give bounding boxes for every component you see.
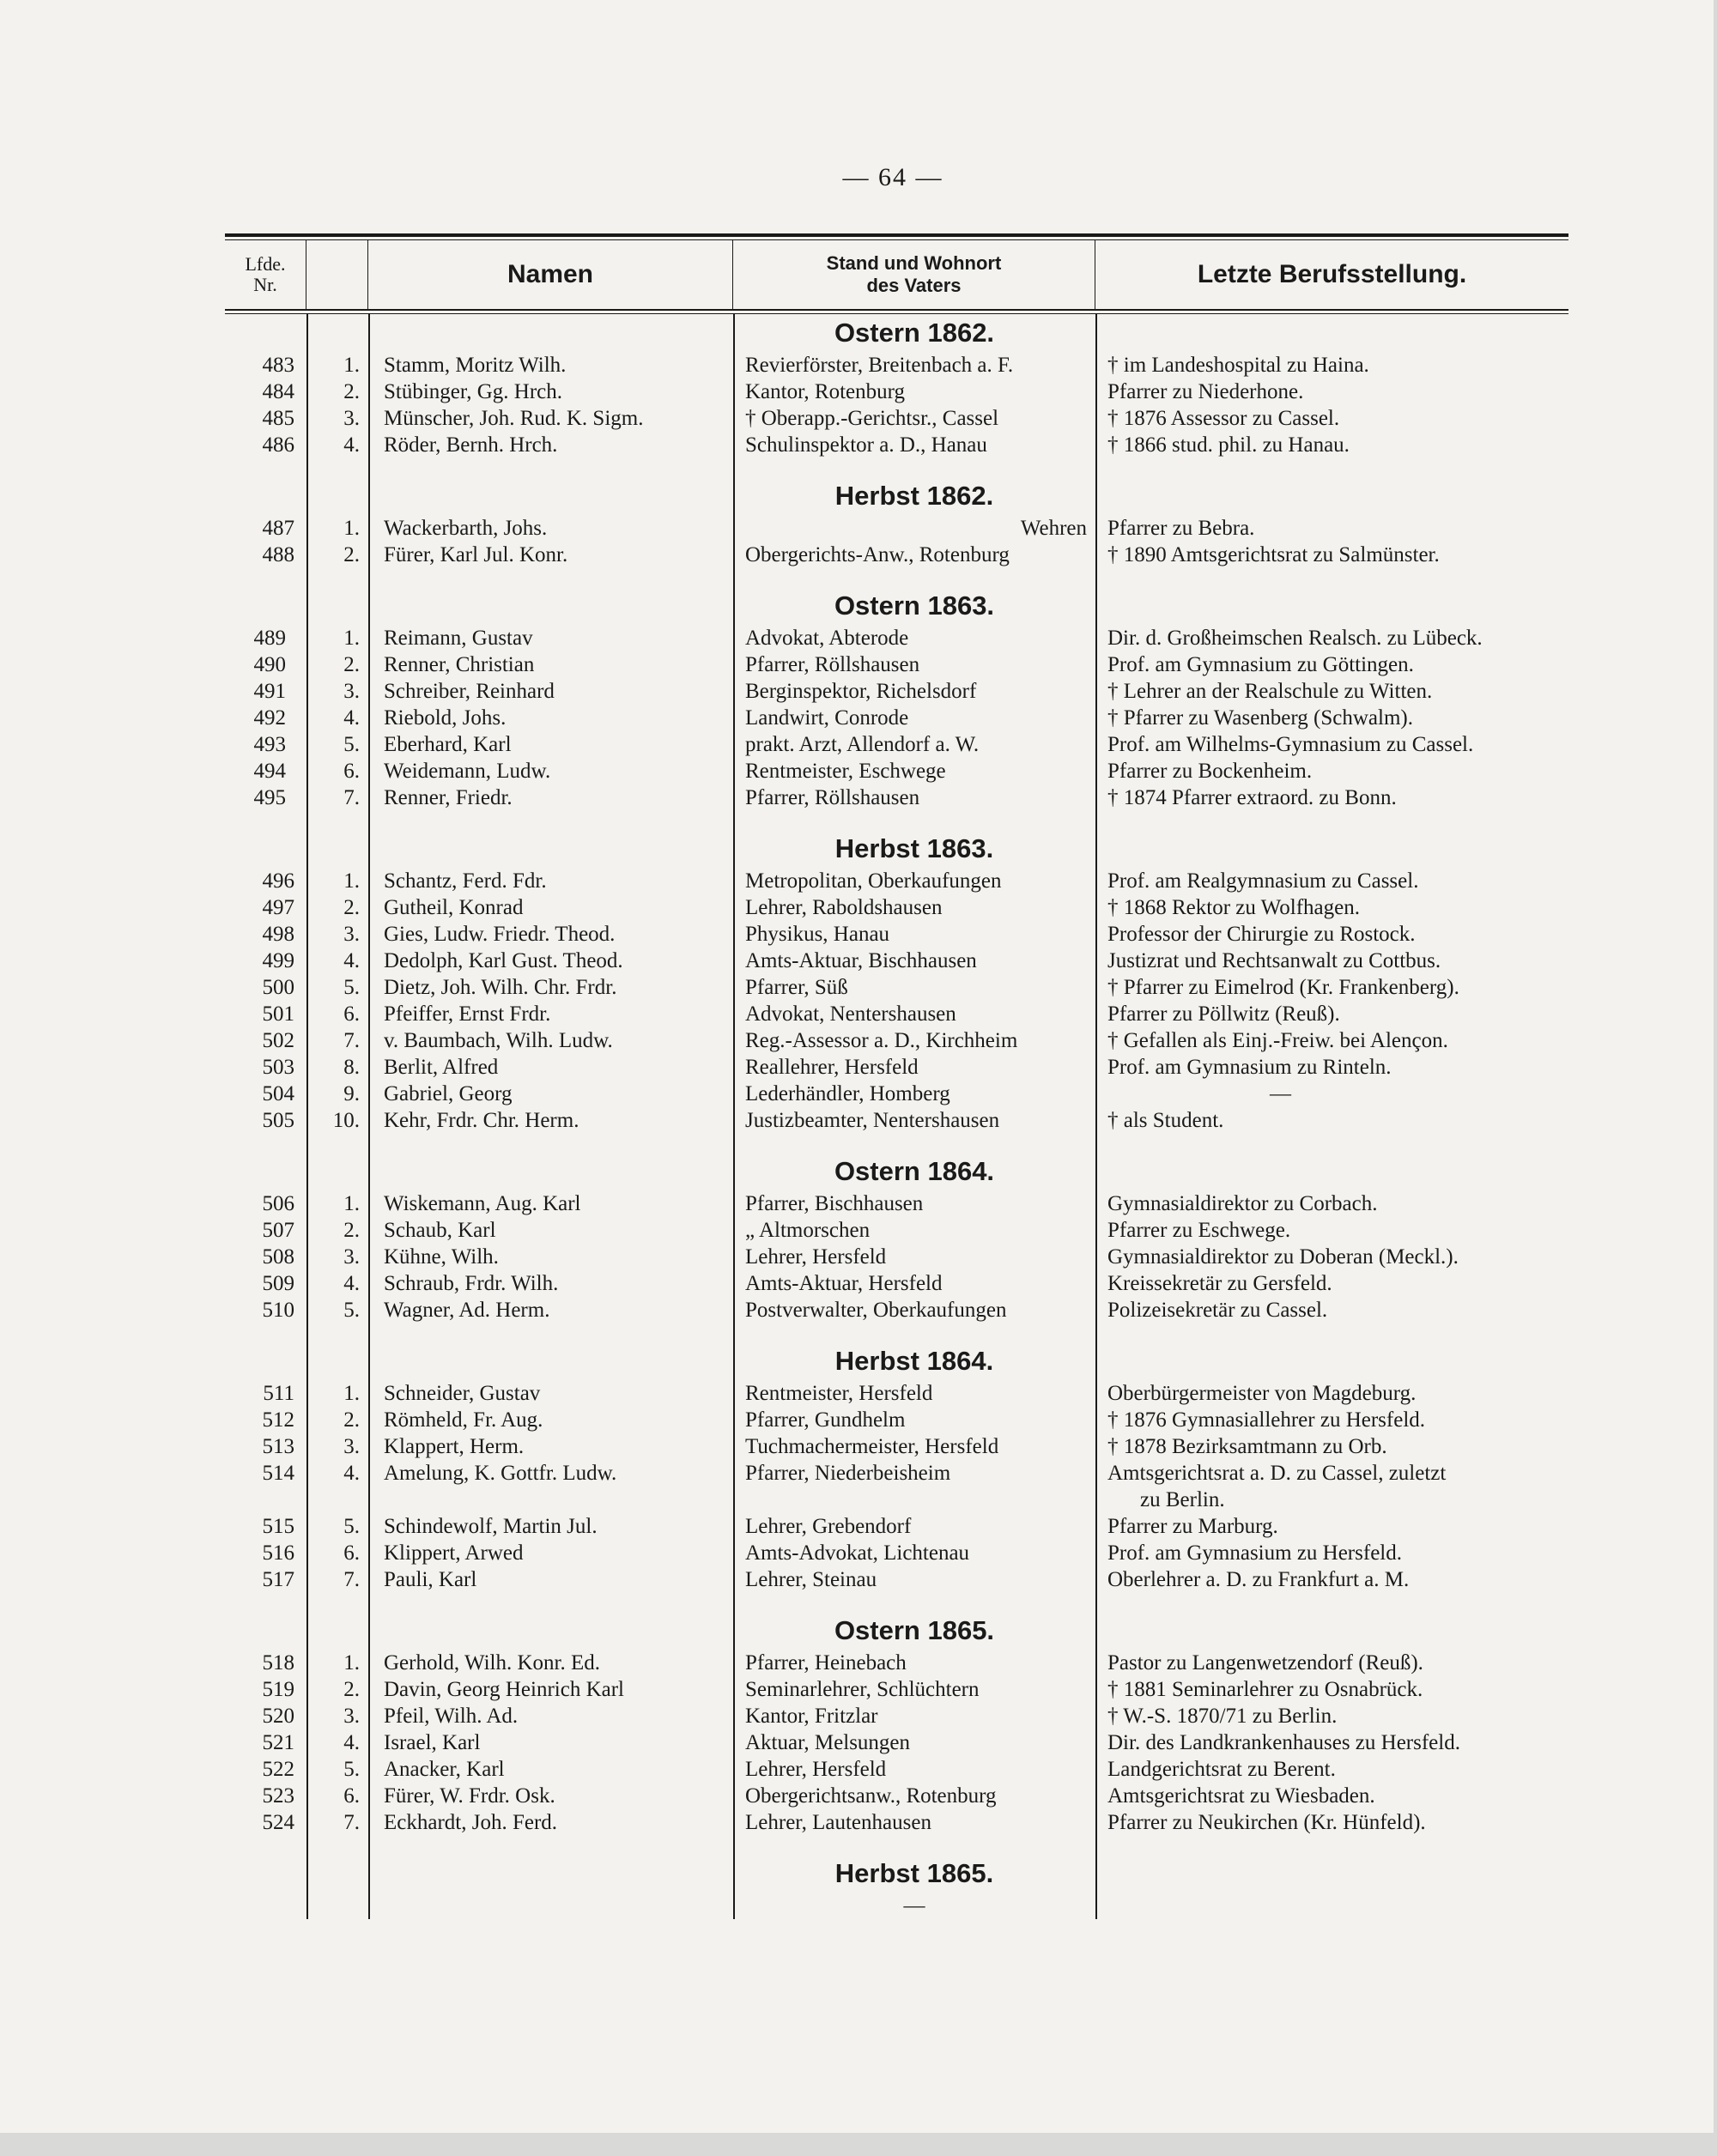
cell-letzte-berufsstellung: † 1881 Seminarlehrer zu Osnabrück. [1107,1678,1423,1701]
cell-letzte-berufsstellung: † 1866 stud. phil. zu Hanau. [1107,433,1350,457]
table-row [225,1676,1568,1703]
cell-letzte-berufsstellung: Dir. des Landkrankenhauses zu Hersfeld. [1107,1731,1460,1754]
cell-name: Schaub, Karl [384,1219,496,1242]
cell-index: 1. [343,517,360,540]
cell-index: 2. [343,1408,360,1432]
cell-letzte-berufsstellung: Polizeisekretär zu Cassel. [1107,1299,1328,1322]
cell-lfde-nr: 501 [262,1002,294,1026]
section-gap [225,458,1568,477]
cell-letzte-berufsstellung: Pfarrer zu Niederhone. [1107,380,1304,403]
table-row [225,758,1568,784]
cell-lfde-nr: 491 [253,680,286,703]
cell-stand-wohnort: Revierförster, Breitenbach a. F. [745,354,1014,377]
cell-letzte-berufsstellung: Prof. am Wilhelms-Gymnasium zu Cassel. [1107,733,1474,756]
section-gap [225,568,1568,587]
cell-index: 7. [343,1568,360,1591]
cell-stand-wohnort: — [903,1894,925,1917]
cell-index: 5. [343,1515,360,1538]
table-row [225,542,1568,568]
cell-letzte-berufsstellung: Professor der Chirurgie zu Rostock. [1107,923,1416,946]
cell-stand-wohnort: Aktuar, Melsungen [745,1731,911,1754]
cell-letzte-berufsstellung: † Pfarrer zu Eimelrod (Kr. Frankenberg). [1107,976,1459,999]
cell-letzte-berufsstellung: Oberbürgermeister von Magdeburg. [1107,1382,1417,1405]
cell-index: 6. [343,1002,360,1026]
cell-letzte-berufsstellung: † 1876 Gymnasiallehrer zu Hersfeld. [1107,1408,1426,1432]
cell-stand-wohnort: Pfarrer, Gundhelm [745,1408,906,1432]
section-title: Herbst 1865. [834,1858,994,1888]
header-stand-line1: Stand und Wohnort [826,252,1002,274]
table-row [225,1380,1568,1407]
cell-stand-wohnort: Pfarrer, Bischhausen [745,1192,924,1215]
cell-lfde-nr: 515 [262,1515,294,1538]
cell-letzte-berufsstellung: Prof. am Gymnasium zu Hersfeld. [1107,1541,1402,1565]
table-row [225,1650,1568,1676]
cell-name: Wagner, Ad. Herm. [384,1299,550,1322]
cell-lfde-nr: 514 [262,1462,294,1485]
table-row [225,894,1568,921]
cell-stand-wohnort: Kantor, Rotenburg [745,380,906,403]
cell-name: v. Baumbach, Wilh. Ludw. [384,1029,613,1052]
cell-index: 7. [343,1811,360,1834]
cell-index: 1. [343,627,360,650]
table-row [225,1407,1568,1433]
cell-lfde-nr: 498 [262,923,294,946]
cell-name: Schneider, Gustav [384,1382,541,1405]
cell-stand-wohnort: Amts-Aktuar, Hersfeld [745,1272,943,1295]
cell-lfde-nr: 517 [262,1568,294,1591]
cell-stand-wohnort: Pfarrer, Süß [745,976,848,999]
cell-stand-wohnort: Obergerichtsanw., Rotenburg [745,1784,997,1808]
cell-name: Gies, Ludw. Friedr. Theod. [384,923,616,946]
cell-name: Schraub, Frdr. Wilh. [384,1272,559,1295]
table-row [225,1703,1568,1729]
section-title: Herbst 1863. [834,833,994,863]
cell-name: Davin, Georg Heinrich Karl [384,1678,625,1701]
cell-letzte-berufsstellung: Landgerichtsrat zu Berent. [1107,1758,1336,1781]
cell-stand-wohnort: Obergerichts-Anw., Rotenburg [745,543,1010,566]
cell-index: 10. [332,1109,360,1132]
cell-letzte-berufsstellung: † Gefallen als Einj.-Freiw. bei Alençon. [1107,1029,1448,1052]
table-row [225,678,1568,705]
cell-letzte-berufsstellung: Prof. am Gymnasium zu Göttingen. [1107,653,1414,676]
cell-letzte-berufsstellung: † im Landeshospital zu Haina. [1107,354,1369,377]
cell-name: Pauli, Karl [384,1568,477,1591]
cell-lfde-nr: 497 [262,896,294,919]
header-namen: Namen [368,240,733,309]
header-stand-line2: des Vaters [866,275,962,296]
cell-lfde-nr [225,1893,306,1919]
cell-name: Klappert, Herm. [384,1435,525,1458]
cell-stand-wohnort: Pfarrer, Heinebach [745,1651,907,1675]
cell-lfde-nr: 503 [262,1056,294,1079]
cell-index: 3. [343,1245,360,1269]
cell-lfde-nr: 486 [262,433,294,457]
cell-name: Anacker, Karl [384,1758,505,1781]
cell-name: Renner, Christian [384,653,535,676]
cell-letzte-berufsstellung: Amtsgerichtsrat zu Wiesbaden. [1107,1784,1375,1808]
cell-lfde-nr: 523 [262,1784,294,1808]
table-row [225,1297,1568,1323]
register-table [225,233,1568,1919]
cell-letzte-berufsstellung: Gymnasialdirektor zu Corbach. [1107,1192,1378,1215]
cell-lfde-nr: 487 [262,517,294,540]
cell-index: 1. [343,1651,360,1675]
cell-index: 7. [343,1029,360,1052]
cell-name: Berlit, Alfred [384,1056,499,1079]
cell-letzte-berufsstellung: Prof. am Realgymnasium zu Cassel. [1107,869,1419,893]
cell-name: Eckhardt, Joh. Ferd. [384,1811,558,1834]
cell-index: 2. [343,380,360,403]
cell-lfde-nr: 518 [262,1651,294,1675]
cell-name: Israel, Karl [384,1731,481,1754]
cell-name: Gutheil, Konrad [384,896,524,919]
cell-index: 5. [343,976,360,999]
cell-stand-wohnort: Amts-Advokat, Lichtenau [745,1541,970,1565]
cell-letzte-berufsstellung: † als Student. [1107,1109,1224,1132]
table-row [225,1729,1568,1756]
table-row [225,1566,1568,1593]
cell-name: Wiskemann, Aug. Karl [384,1192,581,1215]
cell-stand-wohnort: prakt. Arzt, Allendorf a. W. [745,733,980,756]
cell-index: 2. [343,896,360,919]
header-lfde-line2: Nr. [253,274,277,295]
cell-name: Fürer, Karl Jul. Konr. [384,543,568,566]
table-row [225,868,1568,894]
cell-index: 4. [343,706,360,730]
cell-index: 4. [343,1731,360,1754]
cell-letzte-berufsstellung: Gymnasialdirektor zu Doberan (Meckl.). [1107,1245,1459,1269]
cell-index: 5. [343,733,360,756]
cell-name: Kühne, Wilh. [384,1245,499,1269]
cell-name: Amelung, K. Gottfr. Ludw. [384,1462,617,1485]
cell-index: 6. [343,760,360,783]
cell-lfde-nr: 519 [262,1678,294,1701]
cell-index: 2. [343,543,360,566]
cell-letzte-berufsstellung: † 1876 Assessor zu Cassel. [1107,407,1340,430]
cell-stand-wohnort: Pfarrer, Röllshausen [745,786,920,809]
section-title: Ostern 1864. [834,1156,995,1186]
cell-index: 9. [343,1082,360,1105]
cell-stand-wohnort: Lehrer, Hersfeld [745,1758,887,1781]
cell-stand-wohnort: Rentmeister, Eschwege [745,760,946,783]
cell-letzte-berufsstellung: Pfarrer zu Neukirchen (Kr. Hünfeld). [1107,1811,1426,1834]
cell-letzte-berufsstellung: Pfarrer zu Pöllwitz (Reuß). [1107,1002,1340,1026]
cell-name: Kehr, Frdr. Chr. Herm. [384,1109,579,1132]
cell-index: 4. [343,1462,360,1485]
cell-index [306,1893,368,1919]
cell-lfde-nr: 512 [262,1408,294,1432]
table-row [225,651,1568,678]
cell-name: Wackerbarth, Johs. [384,517,548,540]
table-row [225,731,1568,758]
cell-lfde-nr: 492 [253,706,286,730]
cell-index: 5. [343,1299,360,1322]
cell-name: Schreiber, Reinhard [384,680,555,703]
cell-letzte-berufsstellung: zu Berlin. [1140,1488,1225,1511]
cell-stand-wohnort: Pfarrer, Niederbeisheim [745,1462,951,1485]
table-row [225,1433,1568,1460]
cell-stand-wohnort: Lehrer, Steinau [745,1568,877,1591]
header-letzte-berufsstellung: Letzte Berufsstellung. [1197,260,1467,288]
cell-lfde-nr: 484 [262,380,294,403]
cell-stand-wohnort: Lehrer, Raboldshausen [745,896,943,919]
cell-index: 3. [343,1435,360,1458]
cell-name: Schindewolf, Martin Jul. [384,1515,598,1538]
cell-lfde-nr: 522 [262,1758,294,1781]
cell-index: 2. [343,1219,360,1242]
table-row [225,405,1568,432]
table-row [225,974,1568,1001]
cell-stand-wohnort: Amts-Aktuar, Bischhausen [745,949,977,972]
table-row-continuation [225,1893,1568,1919]
cell-stand-wohnort: Wehren [1020,517,1087,540]
cell-lfde-nr: 513 [262,1435,294,1458]
cell-letzte-berufsstellung: † Pfarrer zu Wasenberg (Schwalm). [1107,706,1413,730]
cell-letzte-berufsstellung: Pfarrer zu Eschwege. [1107,1219,1291,1242]
cell-lfde-nr: 505 [262,1109,294,1132]
cell-letzte-berufsstellung: Pastor zu Langenwetzendorf (Reuß). [1107,1651,1423,1675]
cell-lfde-nr: 483 [262,354,294,377]
cell-stand-wohnort [733,1487,1095,1513]
table-body [225,314,1568,1919]
cell-name: Riebold, Johs. [384,706,507,730]
table-row [225,1107,1568,1134]
header-stand [733,240,1095,309]
cell-stand-wohnort: Pfarrer, Röllshausen [745,653,920,676]
cell-name: Fürer, W. Frdr. Osk. [384,1784,555,1808]
cell-index: 1. [343,354,360,377]
cell-index: 1. [343,869,360,893]
cell-index: 3. [343,407,360,430]
cell-stand-wohnort: † Oberapp.-Gerichtsr., Cassel [745,407,999,430]
section-title: Ostern 1865. [834,1615,995,1645]
cell-name: Renner, Friedr. [384,786,513,809]
section-title: Ostern 1863. [834,590,995,621]
cell-stand-wohnort: Lehrer, Lautenhausen [745,1811,931,1834]
cell-index: 8. [343,1056,360,1079]
header-lfde-nr [225,240,306,309]
cell-name [368,1487,733,1513]
section-gap [225,1836,1568,1855]
cell-lfde-nr: 500 [262,976,294,999]
cell-index: 6. [343,1784,360,1808]
page-number: — 64 — [842,163,943,191]
cell-name: Dedolph, Karl Gust. Theod. [384,949,623,972]
cell-letzte-berufsstellung [1095,1893,1568,1919]
cell-lfde-nr: 502 [262,1029,294,1052]
section-title: Herbst 1862. [834,481,994,511]
table-row [225,1001,1568,1027]
cell-stand-wohnort: Physikus, Hanau [745,923,890,946]
cell-name [368,1893,733,1919]
cell-lfde-nr: 506 [262,1192,294,1215]
cell-index: 4. [343,949,360,972]
sections [225,314,1568,1919]
cell-stand-wohnort: Metropolitan, Oberkaufungen [745,869,1002,893]
cell-index: 2. [343,1678,360,1701]
cell-lfde-nr: 490 [253,653,286,676]
table-row [225,1081,1568,1107]
cell-lfde-nr: 520 [262,1705,294,1728]
cell-letzte-berufsstellung: † 1878 Bezirksamtmann zu Orb. [1107,1435,1387,1458]
cell-letzte-berufsstellung: Dir. d. Großheimschen Realsch. zu Lübeck. [1107,627,1483,650]
cell-lfde-nr: 494 [253,760,286,783]
cell-index: 7. [343,786,360,809]
cell-stand-wohnort: Tuchmachermeister, Hersfeld [745,1435,999,1458]
table-row [225,352,1568,379]
cell-letzte-berufsstellung: Justizrat und Rechtsanwalt zu Cottbus. [1107,949,1441,972]
cell-name: Weidemann, Ludw. [384,760,551,783]
table-row [225,515,1568,542]
table-row [225,432,1568,458]
cell-lfde-nr: 508 [262,1245,294,1269]
cell-index: 4. [343,1272,360,1295]
cell-stand-wohnort: Lehrer, Hersfeld [745,1245,887,1269]
cell-lfde-nr: 510 [262,1299,294,1322]
cell-lfde-nr: 485 [262,407,294,430]
table-row [225,1054,1568,1081]
top-rule [225,233,1568,237]
cell-lfde-nr: 511 [263,1382,294,1405]
cell-letzte-berufsstellung: Pfarrer zu Marburg. [1107,1515,1278,1538]
cell-stand-wohnort: Lehrer, Grebendorf [745,1515,912,1538]
cell-index: 1. [343,1382,360,1405]
cell-letzte-berufsstellung: Prof. am Gymnasium zu Rinteln. [1107,1056,1392,1079]
cell-stand-wohnort: Advokat, Nentershausen [745,1002,956,1026]
cell-lfde-nr: 507 [262,1219,294,1242]
cell-letzte-berufsstellung: Amtsgerichtsrat a. D. zu Cassel, zuletzt [1107,1462,1447,1485]
table-row [225,705,1568,731]
cell-stand-wohnort: Schulinspektor a. D., Hanau [745,433,987,457]
cell-name: Reimann, Gustav [384,627,533,650]
table-row [225,948,1568,974]
cell-letzte-berufsstellung: † W.-S. 1870/71 zu Berlin. [1107,1705,1338,1728]
cell-stand-wohnort: Justizbeamter, Nentershausen [745,1109,1000,1132]
cell-lfde-nr: 504 [262,1082,294,1105]
cell-lfde-nr: 521 [262,1731,294,1754]
cell-name: Stamm, Moritz Wilh. [384,354,567,377]
table-row [225,1540,1568,1566]
table-row [225,1190,1568,1217]
cell-name: Dietz, Joh. Wilh. Chr. Frdr. [384,976,617,999]
cell-stand-wohnort: Seminarlehrer, Schlüchtern [745,1678,980,1701]
table-row [225,1756,1568,1783]
table-row-continuation [225,1487,1568,1513]
table-row [225,1217,1568,1244]
cell-letzte-berufsstellung: Oberlehrer a. D. zu Frankfurt a. M. [1107,1568,1410,1591]
cell-name: Gabriel, Georg [384,1082,513,1105]
cell-letzte-berufsstellung: † Lehrer an der Realschule zu Witten. [1107,680,1433,703]
cell-name: Pfeil, Wilh. Ad. [384,1705,519,1728]
table-row [225,921,1568,948]
table-row [225,1513,1568,1540]
cell-lfde-nr: 499 [262,949,294,972]
cell-lfde-nr: 488 [262,543,294,566]
table-row [225,1783,1568,1809]
table-row [225,379,1568,405]
cell-stand-wohnort: Landwirt, Conrode [745,706,909,730]
cell-name: Schantz, Ferd. Fdr. [384,869,547,893]
cell-stand-wohnort: Reg.-Assessor a. D., Kirchheim [745,1029,1018,1052]
cell-stand-wohnort: Berginspektor, Richelsdorf [745,680,977,703]
cell-letzte-berufsstellung: † 1874 Pfarrer extraord. zu Bonn. [1107,786,1397,809]
cell-index: 3. [343,680,360,703]
cell-letzte-berufsstellung: † 1890 Amtsgerichtsrat zu Salmünster. [1107,543,1440,566]
cell-name: Röder, Bernh. Hrch. [384,433,558,457]
cell-lfde-nr: 524 [262,1811,294,1834]
header-index [306,240,368,309]
cell-index: 2. [343,653,360,676]
table-row [225,1027,1568,1054]
cell-lfde-nr: 495 [253,786,286,809]
cell-name: Münscher, Joh. Rud. K. Sigm. [384,407,644,430]
cell-index: 6. [343,1541,360,1565]
cell-stand-wohnort: Postverwalter, Oberkaufungen [745,1299,1007,1322]
cell-lfde-nr: 489 [253,627,286,650]
cell-index: 3. [343,1705,360,1728]
cell-letzte-berufsstellung: Pfarrer zu Bockenheim. [1107,760,1313,783]
cell-index: 4. [343,433,360,457]
section-title: Herbst 1864. [834,1346,994,1376]
cell-index: 1. [343,1192,360,1215]
cell-letzte-berufsstellung: Kreissekretär zu Gersfeld. [1107,1272,1332,1295]
cell-lfde-nr: 493 [253,733,286,756]
cell-index [306,1487,368,1513]
section-gap [225,1134,1568,1153]
cell-stand-wohnort: Advokat, Abterode [745,627,909,650]
table-row [225,1270,1568,1297]
cell-stand-wohnort: Lederhändler, Homberg [745,1082,950,1105]
cell-index: 5. [343,1758,360,1781]
section-gap [225,811,1568,830]
section-gap [225,1593,1568,1612]
cell-name: Gerhold, Wilh. Konr. Ed. [384,1651,600,1675]
cell-name: Stübinger, Gg. Hrch. [384,380,562,403]
table-row [225,625,1568,651]
table-row [225,1809,1568,1836]
cell-name: Römheld, Fr. Aug. [384,1408,543,1432]
cell-name: Eberhard, Karl [384,733,512,756]
section-title: Ostern 1862. [834,318,995,348]
cell-stand-wohnort: Kantor, Fritzlar [745,1705,878,1728]
cell-stand-wohnort: Reallehrer, Hersfeld [745,1056,919,1079]
cell-stand-wohnort: „ Altmorschen [745,1219,871,1242]
table-row [225,784,1568,811]
cell-lfde-nr [225,1487,306,1513]
cell-lfde-nr: 516 [262,1541,294,1565]
cell-lfde-nr: 509 [262,1272,294,1295]
cell-name: Klippert, Arwed [384,1541,524,1565]
cell-lfde-nr: 496 [262,869,294,893]
cell-index: 3. [343,923,360,946]
cell-stand-wohnort: Rentmeister, Hersfeld [745,1382,933,1405]
cell-letzte-berufsstellung: † 1868 Rektor zu Wolfhagen. [1107,896,1360,919]
cell-name: Pfeiffer, Ernst Frdr. [384,1002,551,1026]
cell-letzte-berufsstellung: — [1270,1082,1291,1105]
cell-letzte-berufsstellung: Pfarrer zu Bebra. [1107,517,1255,540]
section-gap [225,1323,1568,1342]
header-lfde-line1: Lfde. [245,253,286,275]
table-row [225,1460,1568,1487]
table-header [225,240,1568,309]
table-row [225,1244,1568,1270]
